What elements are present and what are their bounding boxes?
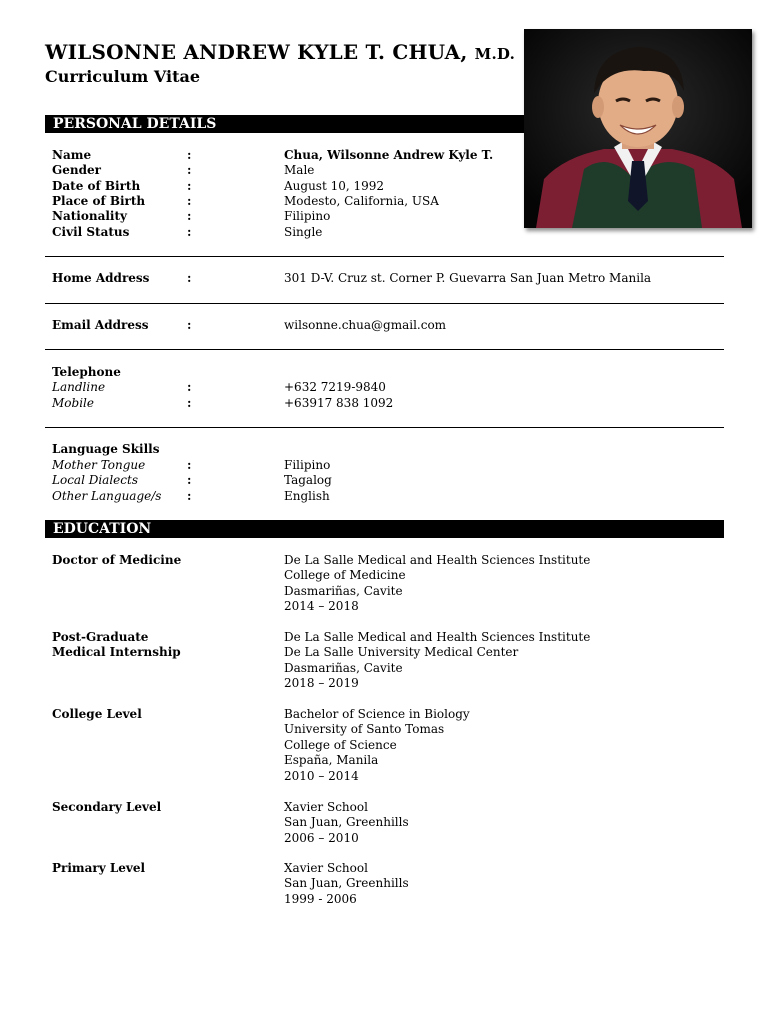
label-civil-status: Civil Status (52, 225, 130, 239)
education-line: Xavier School (284, 861, 368, 875)
section-heading-personal: PERSONAL DETAILS (45, 115, 524, 133)
education-label (52, 800, 161, 815)
education-label-line: Post-Graduate (52, 630, 149, 644)
value-name: Chua, Wilsonne Andrew Kyle T. (284, 148, 494, 162)
education-line: College of Medicine (284, 568, 406, 583)
value-nationality: Filipino (284, 209, 331, 223)
colon: : (187, 318, 192, 332)
label-language-skills: Language Skills (52, 442, 160, 456)
colon: : (187, 163, 192, 177)
education-label (52, 707, 142, 722)
divider (45, 349, 724, 350)
label-date-of-birth: Date of Birth (52, 179, 141, 193)
education-line: De La Salle Medical and Health Sciences Institute (284, 630, 591, 644)
colon: : (187, 489, 192, 503)
cv-subtitle: Curriculum Vitae (45, 67, 201, 86)
education-label-line: College Level (52, 707, 142, 721)
divider (45, 303, 724, 304)
education-line: Dasmariñas, Cavite (284, 660, 403, 675)
label-telephone: Telephone (52, 365, 121, 379)
value-place-of-birth: Modesto, California, USA (284, 194, 439, 208)
education-line: College of Science (284, 737, 397, 752)
education-line: De La Salle University Medical Center (284, 645, 519, 660)
divider (45, 256, 724, 257)
colon: : (187, 225, 192, 239)
education-line: Bachelor of Science in Biology (284, 707, 470, 721)
colon: : (187, 209, 192, 223)
cv-name-text: WILSONNE ANDREW KYLE T. CHUA, (45, 40, 468, 64)
education-line: 2014 – 2018 (284, 599, 359, 614)
label-mobile: Mobile (52, 396, 94, 410)
education-label (52, 861, 145, 876)
education-label (52, 630, 181, 661)
education-line: Xavier School (284, 800, 368, 814)
value-date-of-birth: August 10, 1992 (284, 179, 385, 193)
education-details (284, 553, 590, 615)
colon: : (187, 380, 192, 394)
label-other-languages: Other Language/s (52, 489, 162, 503)
portrait-photo (524, 29, 752, 228)
value-local-dialects: Tagalog (284, 473, 332, 487)
education-details (284, 861, 409, 907)
label-mother-tongue: Mother Tongue (52, 458, 146, 472)
education-details (284, 707, 470, 784)
education-line: Dasmariñas, Cavite (284, 583, 403, 598)
portrait-illustration (524, 29, 752, 228)
education-label-line: Secondary Level (52, 800, 162, 814)
education-line: De La Salle Medical and Health Sciences Institute (284, 553, 591, 567)
divider (45, 427, 724, 428)
label-home-address: Home Address (52, 271, 150, 285)
education-line: San Juan, Greenhills (284, 876, 409, 891)
colon: : (187, 473, 192, 487)
education-details (284, 800, 409, 846)
label-landline: Landline (52, 380, 106, 394)
label-local-dialects: Local Dialects (52, 473, 138, 487)
section-heading-education: EDUCATION (45, 520, 724, 538)
cv-name-suffix: M.D. (474, 45, 515, 63)
colon: : (187, 396, 192, 410)
value-mobile: +63917 838 1092 (284, 396, 394, 410)
value-home-address: 301 D-V. Cruz st. Corner P. Guevarra San Juan Metro Manila (284, 271, 652, 285)
colon: : (187, 148, 192, 162)
education-label (52, 553, 181, 568)
education-label-line: Medical Internship (52, 645, 181, 660)
value-landline: +632 7219-9840 (284, 380, 386, 394)
label-gender: Gender (52, 163, 101, 177)
label-name: Name (52, 148, 92, 162)
cv-name (45, 40, 515, 64)
education-details (284, 630, 590, 692)
value-civil-status: Single (284, 225, 323, 239)
education-line: 2006 – 2010 (284, 830, 359, 845)
colon: : (187, 179, 192, 193)
education-line: San Juan, Greenhills (284, 815, 409, 830)
value-mother-tongue: Filipino (284, 458, 331, 472)
education-line: España, Manila (284, 753, 379, 768)
education-label-line: Doctor of Medicine (52, 553, 182, 567)
label-email-address: Email Address (52, 318, 149, 332)
education-line: 1999 - 2006 (284, 891, 357, 906)
colon: : (187, 271, 192, 285)
education-line: 2018 – 2019 (284, 676, 359, 691)
label-place-of-birth: Place of Birth (52, 194, 146, 208)
colon: : (187, 194, 192, 208)
value-gender: Male (284, 163, 315, 177)
label-nationality: Nationality (52, 209, 127, 223)
education-label-line: Primary Level (52, 861, 146, 875)
value-other-languages: English (284, 489, 330, 503)
colon: : (187, 458, 192, 472)
value-email-address[interactable]: wilsonne.chua@gmail.com (284, 318, 447, 332)
education-line: University of Santo Tomas (284, 722, 445, 737)
education-line: 2010 – 2014 (284, 768, 359, 783)
